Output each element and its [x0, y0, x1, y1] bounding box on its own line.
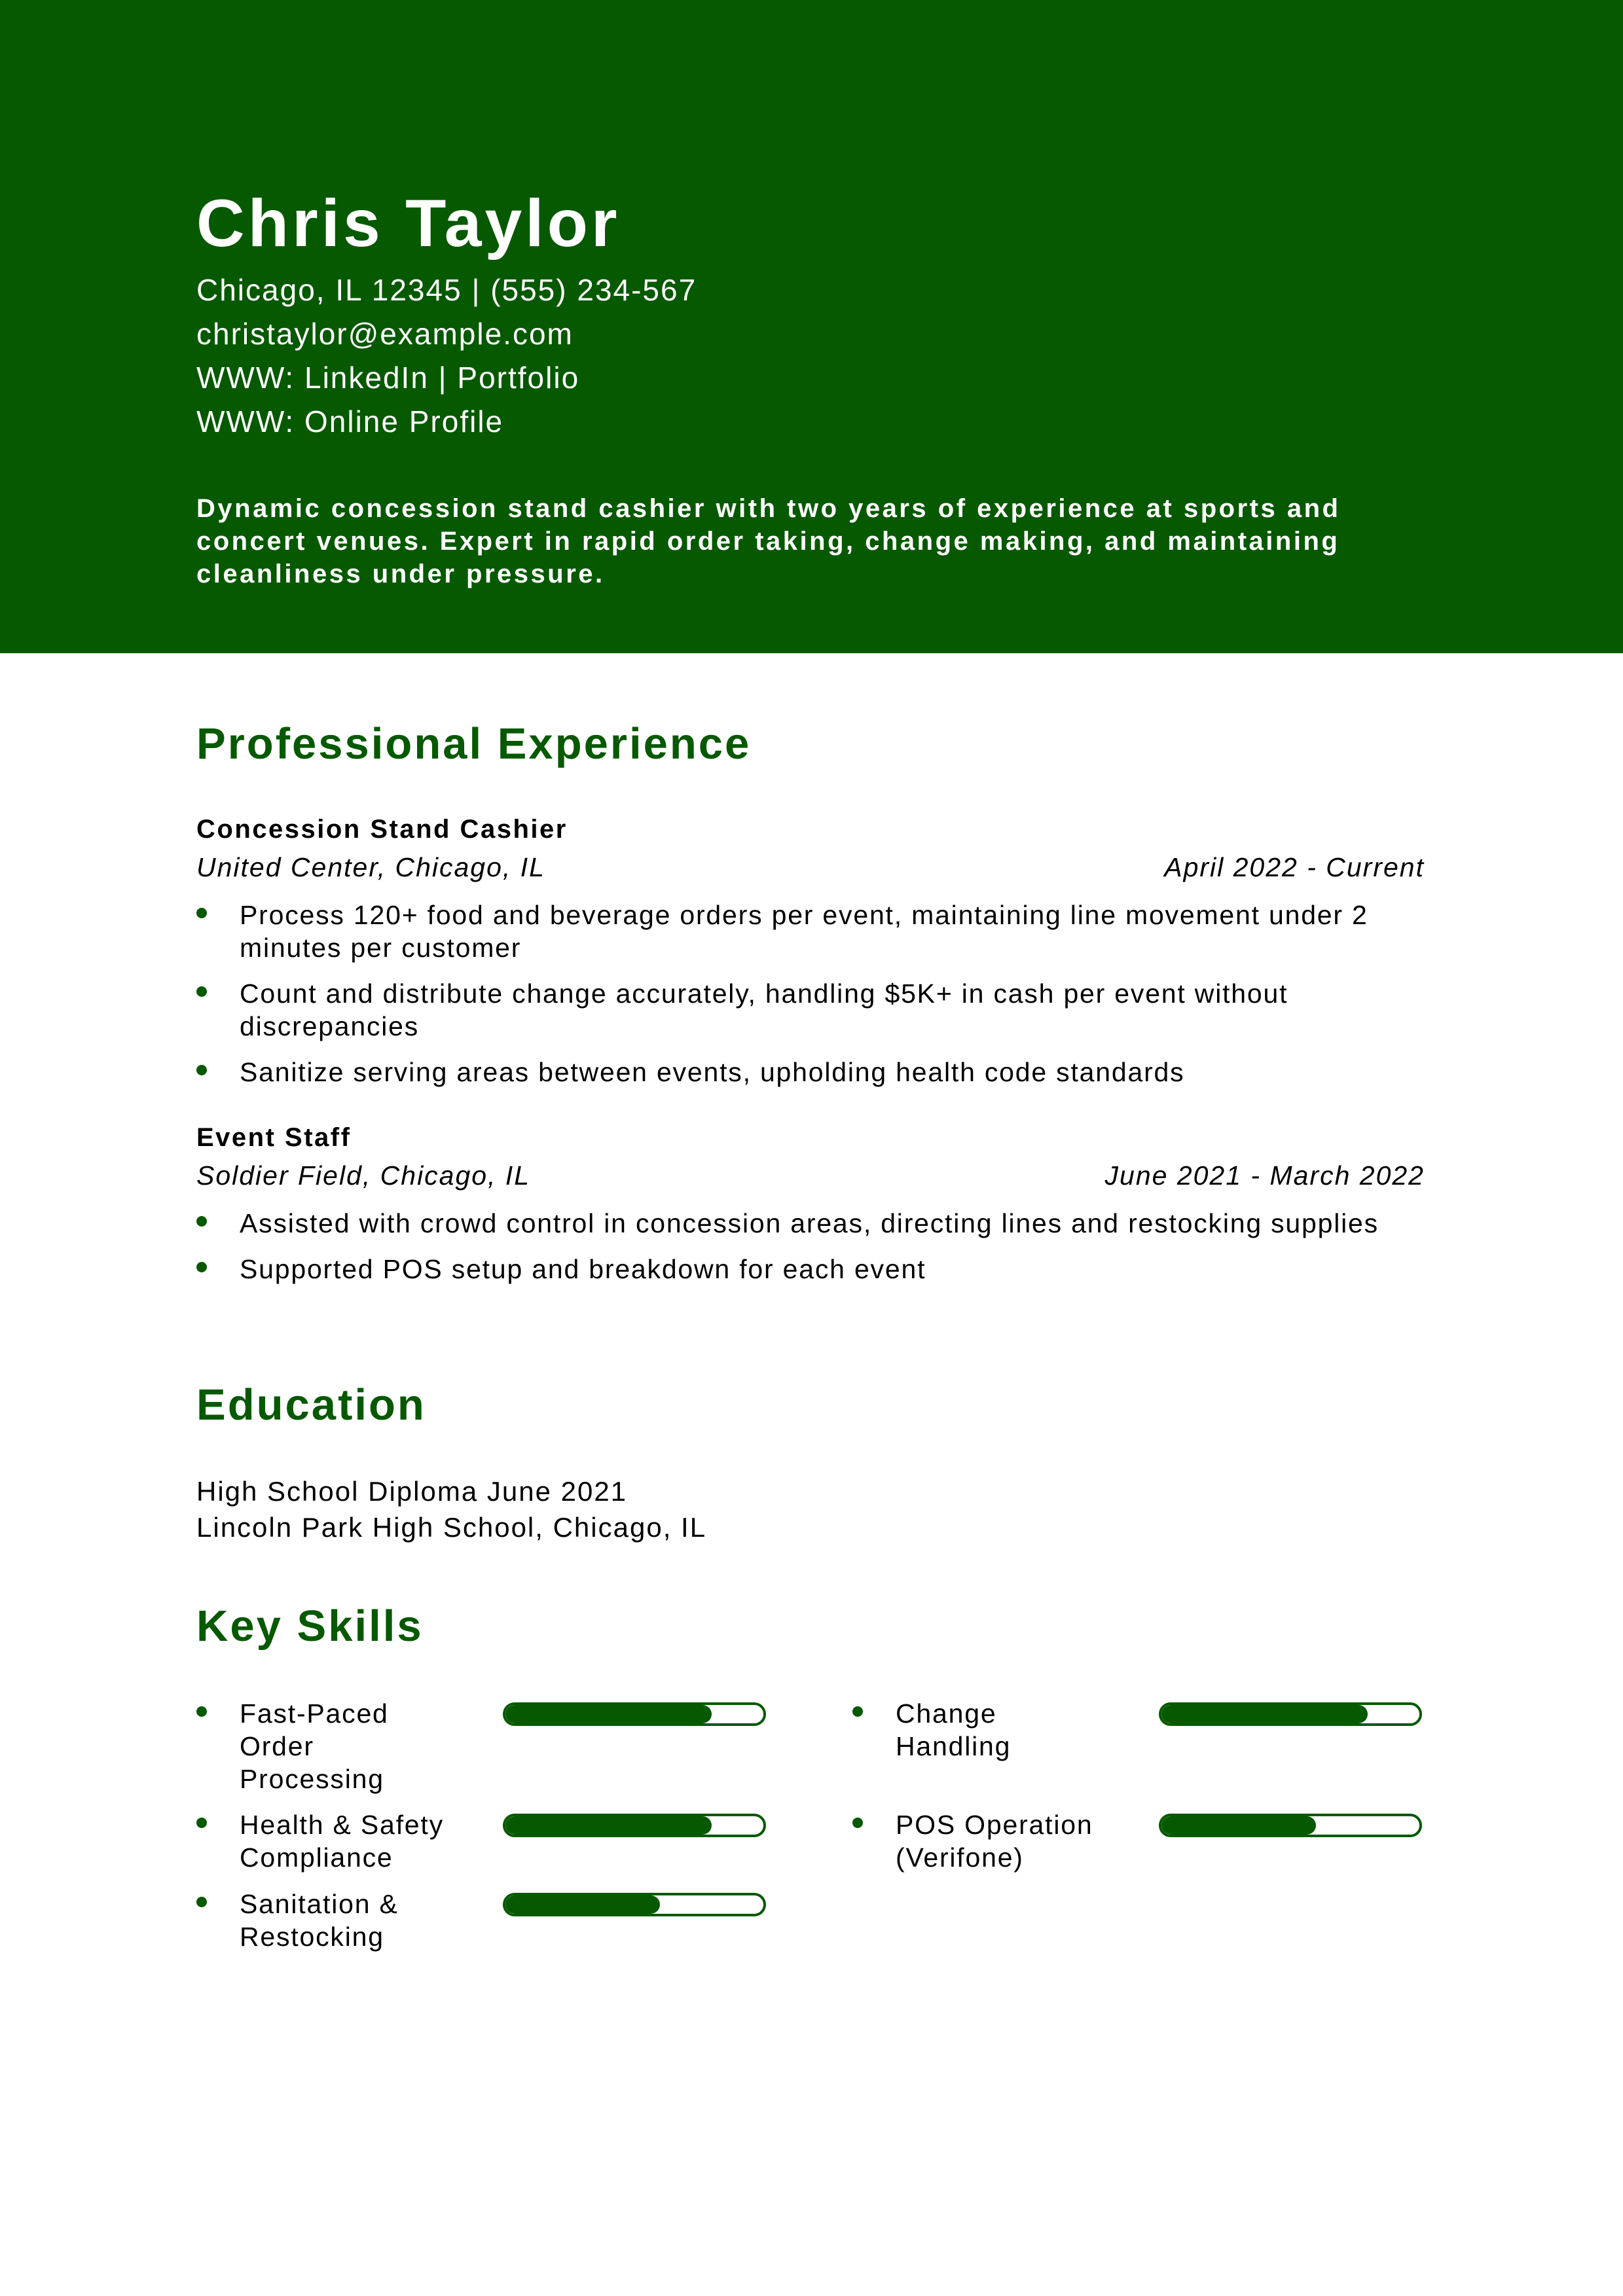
contact-email[interactable]: christaylor@example.com: [196, 317, 574, 351]
job-meta: [196, 1162, 1425, 1189]
candidate-name: Chris Taylor: [196, 186, 621, 260]
job-dates: June 2021 - March 2022: [1104, 1160, 1425, 1191]
bullet-icon: [196, 1262, 207, 1272]
skill-level-bar: [503, 1893, 766, 1916]
contact-online-profile[interactable]: WWW: Online Profile: [196, 404, 504, 439]
skill-level-fill: [1161, 1816, 1316, 1835]
bullet-icon: [196, 1065, 207, 1075]
bullet-text: Count and distribute change accurately, handling $5K+ in cash per event without discrepancies: [240, 978, 1288, 1041]
skill-level-bar: [1159, 1814, 1422, 1837]
skill-item: [196, 1697, 851, 1802]
header-banner: [0, 0, 1623, 653]
job-title: Concession Stand Cashier: [196, 815, 568, 844]
skill-level-bar: [503, 1814, 766, 1837]
education-degree: High School Diploma June 2021: [196, 1476, 628, 1507]
skill-level-fill: [505, 1895, 660, 1914]
skill-label: Fast-Paced Order Processing: [240, 1698, 389, 1794]
bullet-icon: [196, 1897, 207, 1907]
bullet-icon: [196, 986, 207, 997]
list-item: [196, 899, 1425, 964]
skill-item: [852, 1697, 1507, 1802]
skill-level-bar: [1159, 1702, 1422, 1726]
skill-label: Sanitation & Restocking: [240, 1889, 399, 1952]
list-item: [196, 977, 1425, 1043]
job-bullets: [196, 1207, 1425, 1299]
bullet-text: Assisted with crowd control in concession areas, directing lines and restocking supplies: [240, 1208, 1379, 1238]
contact-address-phone: Chicago, IL 12345 | (555) 234-567: [196, 273, 697, 307]
experience-heading: Professional Experience: [196, 719, 752, 768]
bullet-text: Process 120+ food and beverage orders per event, maintaining line movement under 2 minutes per customer: [240, 900, 1368, 963]
education-school: Lincoln Park High School, Chicago, IL: [196, 1512, 707, 1543]
bullet-text: Supported POS setup and breakdown for each event: [240, 1254, 926, 1284]
profile-summary: Dynamic concession stand cashier with two years of experience at sports and concert venues. Expert in rapid order taking, change making, and maintaining cleanliness under pressure.: [196, 494, 1341, 588]
skill-item: [852, 1808, 1507, 1913]
skill-item: [196, 1888, 851, 1992]
job-employer: United Center, Chicago, IL: [196, 852, 545, 882]
bullet-icon: [196, 1216, 207, 1227]
bullet-icon: [852, 1818, 863, 1828]
skill-level-fill: [1161, 1705, 1368, 1723]
job-dates: April 2022 - Current: [1164, 852, 1425, 882]
skill-level-bar: [503, 1702, 766, 1726]
list-item: [196, 1207, 1425, 1240]
job-meta: [196, 854, 1425, 881]
job-bullets: [196, 899, 1425, 1102]
list-item: [196, 1056, 1425, 1088]
skill-label: Health & Safety Compliance: [240, 1810, 444, 1873]
list-item: [196, 1253, 1425, 1285]
skills-heading: Key Skills: [196, 1602, 424, 1651]
bullet-icon: [196, 908, 207, 918]
job-title: Event Staff: [196, 1123, 352, 1152]
bullet-icon: [852, 1706, 863, 1717]
education-heading: Education: [196, 1380, 426, 1429]
skill-level-fill: [505, 1816, 712, 1835]
skill-label: Change Handling: [896, 1698, 1012, 1761]
contact-links[interactable]: WWW: LinkedIn | Portfolio: [196, 361, 580, 395]
job-employer: Soldier Field, Chicago, IL: [196, 1160, 531, 1191]
skill-label: POS Operation (Verifone): [896, 1810, 1093, 1873]
skill-level-fill: [505, 1705, 712, 1723]
bullet-icon: [196, 1706, 207, 1717]
bullet-icon: [196, 1818, 207, 1828]
bullet-text: Sanitize serving areas between events, upholding health code standards: [240, 1057, 1185, 1087]
